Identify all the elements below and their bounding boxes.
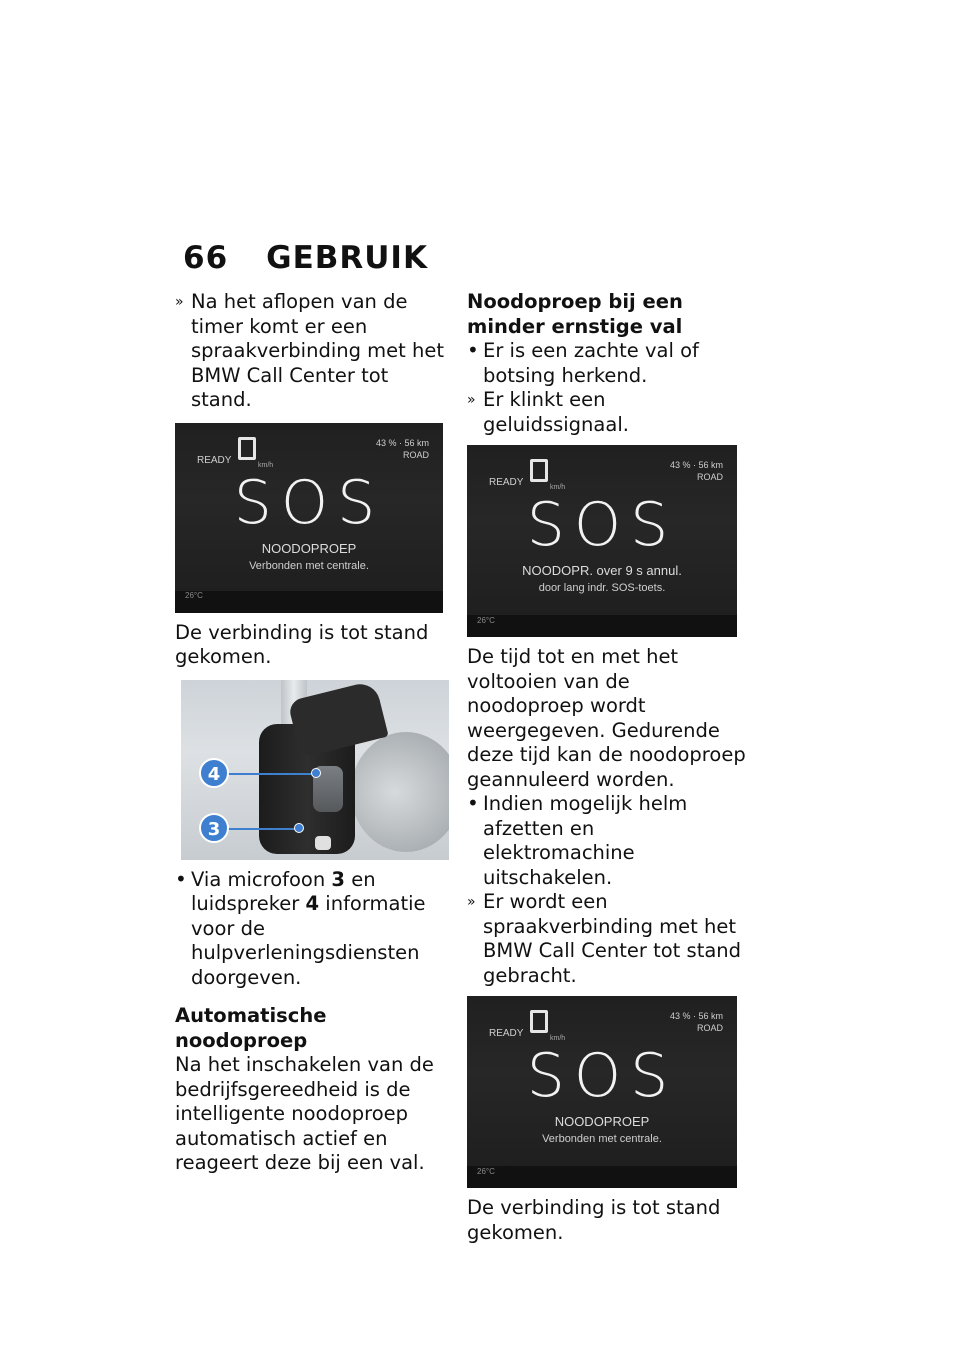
result-mark: » (175, 294, 184, 310)
left-column (175, 290, 455, 1176)
result-item: » Er klinkt een geluidssignaal. (467, 388, 629, 436)
sos-screen-connected (175, 423, 443, 613)
temperature-label: 26°C (477, 615, 495, 625)
sos-label: SOS (526, 1041, 678, 1111)
screen-message: NOODOPROEP (554, 1114, 650, 1129)
speed-digit (238, 437, 256, 460)
temperature-label: 26°C (185, 591, 203, 600)
paragraph: Na het inschakelen van de bedrijfsgereedheid is de intelligente noodoproep automatisch actief en reageert deze bij een val. (175, 1053, 434, 1174)
speed-digit (530, 1010, 548, 1033)
screen-submessage: Verbonden met centrale. (542, 1133, 662, 1145)
screen-message: NOODOPR. over 9 s annul. (522, 563, 682, 578)
status-readout: 43 % · 56 km ROAD (669, 1011, 723, 1033)
callout-4: 4 (199, 758, 229, 788)
result-text: Na het aflopen van de timer komt er een spraakverbinding met het BMW Call Center tot stand. (191, 290, 445, 411)
result-item: » Er wordt een spraakverbinding met het BMW Call Center tot stand gebracht. (467, 890, 742, 987)
ready-label: READY (197, 454, 232, 466)
sos-screen-countdown (467, 445, 737, 637)
page-header (183, 240, 428, 276)
callout-3: 3 (199, 813, 229, 843)
kmh-label: km/h (550, 1035, 566, 1042)
sos-label: SOS (233, 467, 385, 538)
kmh-label: km/h (550, 484, 566, 491)
ready-label: READY (489, 477, 524, 488)
bullet-item: • Via microfoon 3 en luidspreker 4 informatie voor de hulpverleningsdiensten doorgeven. (175, 866, 426, 989)
status-readout: 43 % · 56 km ROAD (669, 460, 723, 482)
screen-submessage: Verbonden met centrale. (249, 559, 369, 572)
handlebar-photo (181, 680, 449, 860)
sos-label: SOS (526, 490, 678, 560)
paragraph: De tijd tot en met het voltooien van de noodoproep wordt weergegeven. Gedurende deze tijd kan de noodoproep geannuleerd worden. (467, 645, 746, 791)
result-item (175, 290, 455, 413)
page-number: 66 (183, 240, 229, 276)
section-title: GEBRUIK (266, 240, 428, 276)
right-column (467, 290, 747, 1245)
caption: De verbinding is tot stand gekomen. (175, 620, 429, 668)
subheading: Noodoproep bij een minder ernstige val (467, 290, 683, 338)
status-readout: 43 % · 56 km ROAD (375, 437, 429, 460)
bullet-mark: • (175, 866, 187, 891)
bullet-item: • Er is een zachte val of botsing herkend. (467, 338, 699, 387)
screen-submessage: door lang indr. SOS-toets. (538, 582, 666, 594)
caption: De verbinding is tot stand gekomen. (467, 1196, 721, 1244)
ready-label: READY (489, 1028, 524, 1039)
temperature-label: 26°C (477, 1166, 495, 1176)
sos-button (315, 836, 331, 850)
screen-message: NOODOPROEP (261, 540, 357, 556)
bullet-item: • Indien mogelijk helm afzetten en elektromachine uitschakelen. (467, 791, 688, 889)
subheading: Automatische noodoproep (175, 1004, 327, 1052)
kmh-label: km/h (258, 461, 274, 469)
speed-digit (530, 459, 548, 482)
sos-screen-connected (467, 996, 737, 1188)
